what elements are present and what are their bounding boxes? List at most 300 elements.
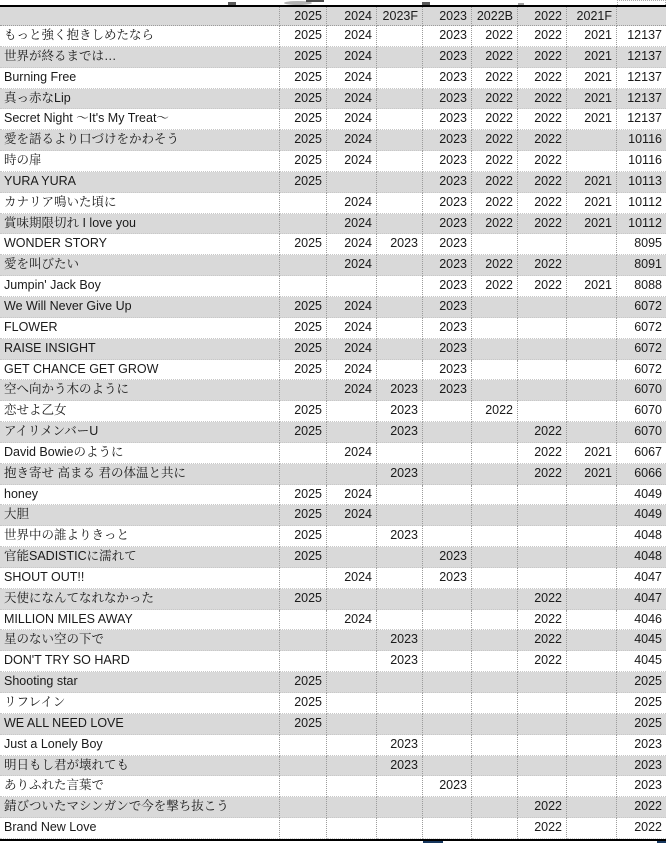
year-cell[interactable]: 2022 <box>518 172 567 193</box>
year-cell[interactable] <box>377 339 423 360</box>
year-cell[interactable] <box>472 443 518 464</box>
year-cell[interactable]: 2023 <box>423 297 472 318</box>
year-cell[interactable] <box>518 776 567 797</box>
year-cell[interactable]: 2023 <box>377 380 423 401</box>
year-cell[interactable] <box>377 214 423 235</box>
count-cell[interactable]: 2023 <box>617 735 666 756</box>
year-cell[interactable]: 2025 <box>280 234 327 255</box>
year-cell[interactable] <box>327 693 377 714</box>
year-cell[interactable] <box>472 610 518 631</box>
count-cell[interactable]: 10116 <box>617 151 666 172</box>
year-cell[interactable]: 2021 <box>567 47 617 68</box>
song-title-cell[interactable]: 世界中の誰よりきっと <box>0 526 280 547</box>
year-cell[interactable] <box>280 464 327 485</box>
song-title-cell[interactable]: MILLION MILES AWAY <box>0 610 280 631</box>
year-cell[interactable] <box>518 234 567 255</box>
song-title-cell[interactable]: WE ALL NEED LOVE <box>0 714 280 735</box>
count-cell[interactable]: 4048 <box>617 547 666 568</box>
year-cell[interactable] <box>567 505 617 526</box>
year-cell[interactable]: 2022 <box>518 464 567 485</box>
year-cell[interactable]: 2024 <box>327 47 377 68</box>
year-cell[interactable] <box>567 422 617 443</box>
song-title-cell[interactable]: YURA YURA <box>0 172 280 193</box>
year-cell[interactable]: 2023 <box>423 130 472 151</box>
count-cell[interactable]: 2025 <box>617 714 666 735</box>
count-cell[interactable]: 2022 <box>617 818 666 839</box>
year-cell[interactable] <box>280 443 327 464</box>
year-cell[interactable]: 2024 <box>327 505 377 526</box>
count-cell[interactable]: 12137 <box>617 47 666 68</box>
year-cell[interactable] <box>518 547 567 568</box>
year-cell[interactable]: 2022 <box>472 68 518 89</box>
year-cell[interactable] <box>567 693 617 714</box>
year-cell[interactable]: 2022 <box>472 130 518 151</box>
year-cell[interactable]: 2022 <box>518 193 567 214</box>
year-cell[interactable]: 2022 <box>472 26 518 47</box>
song-title-cell[interactable]: DON'T TRY SO HARD <box>0 651 280 672</box>
year-cell[interactable] <box>567 360 617 381</box>
year-cell[interactable] <box>472 735 518 756</box>
year-cell[interactable]: 2021 <box>567 89 617 110</box>
year-cell[interactable] <box>518 735 567 756</box>
count-cell[interactable]: 4047 <box>617 568 666 589</box>
song-title-cell[interactable]: Secret Night ～It's My Treat～ <box>0 109 280 130</box>
year-cell[interactable]: 2023 <box>423 47 472 68</box>
year-cell[interactable]: 2025 <box>280 339 327 360</box>
year-cell[interactable] <box>377 568 423 589</box>
year-cell[interactable] <box>377 26 423 47</box>
year-cell[interactable] <box>518 505 567 526</box>
year-cell[interactable] <box>377 818 423 839</box>
year-cell[interactable]: 2021 <box>567 109 617 130</box>
year-cell[interactable] <box>472 693 518 714</box>
year-cell[interactable] <box>472 589 518 610</box>
year-cell[interactable] <box>472 568 518 589</box>
year-cell[interactable]: 2025 <box>280 360 327 381</box>
year-cell[interactable] <box>518 672 567 693</box>
year-cell[interactable]: 2023 <box>377 651 423 672</box>
year-cell[interactable] <box>518 339 567 360</box>
year-cell[interactable]: 2024 <box>327 255 377 276</box>
year-cell[interactable] <box>567 255 617 276</box>
year-cell[interactable] <box>377 610 423 631</box>
year-cell[interactable]: 2023 <box>377 464 423 485</box>
year-cell[interactable] <box>518 693 567 714</box>
year-cell[interactable] <box>472 360 518 381</box>
count-cell[interactable]: 4049 <box>617 485 666 506</box>
year-cell[interactable]: 2022 <box>518 443 567 464</box>
year-cell[interactable]: 2023 <box>423 193 472 214</box>
count-cell[interactable]: 8095 <box>617 234 666 255</box>
year-cell[interactable]: 2021 <box>567 26 617 47</box>
year-cell[interactable]: 2025 <box>280 672 327 693</box>
year-cell[interactable]: 2022 <box>472 89 518 110</box>
count-cell[interactable]: 4047 <box>617 589 666 610</box>
year-cell[interactable]: 2023 <box>423 255 472 276</box>
year-cell[interactable]: 2023 <box>423 568 472 589</box>
year-cell[interactable]: 2025 <box>280 109 327 130</box>
year-cell[interactable] <box>518 485 567 506</box>
count-cell[interactable]: 6072 <box>617 360 666 381</box>
song-title-cell[interactable]: 錆びついたマシンガンで今を撃ち抜こう <box>0 797 280 818</box>
year-cell[interactable] <box>567 318 617 339</box>
year-cell[interactable] <box>280 380 327 401</box>
song-title-cell[interactable]: RAISE INSIGHT <box>0 339 280 360</box>
year-cell[interactable]: 2023 <box>377 735 423 756</box>
year-cell[interactable] <box>472 464 518 485</box>
year-cell[interactable] <box>472 630 518 651</box>
year-cell[interactable] <box>472 526 518 547</box>
year-cell[interactable]: 2024 <box>327 109 377 130</box>
year-cell[interactable] <box>518 756 567 777</box>
year-cell[interactable]: 2024 <box>327 339 377 360</box>
year-cell[interactable] <box>280 568 327 589</box>
year-cell[interactable]: 2024 <box>327 380 377 401</box>
song-title-cell[interactable]: 天使になんてなれなかった <box>0 589 280 610</box>
year-cell[interactable] <box>518 714 567 735</box>
year-cell[interactable] <box>327 172 377 193</box>
year-cell[interactable] <box>327 589 377 610</box>
year-cell[interactable] <box>280 255 327 276</box>
song-title-cell[interactable]: 愛を語るより口づけをかわそう <box>0 130 280 151</box>
year-cell[interactable] <box>280 776 327 797</box>
song-title-cell[interactable]: 抱き寄せ 高まる 君の体温と共に <box>0 464 280 485</box>
year-cell[interactable] <box>518 318 567 339</box>
year-cell[interactable] <box>567 735 617 756</box>
count-cell[interactable]: 10113 <box>617 172 666 193</box>
song-title-cell[interactable]: 星のない空の下で <box>0 630 280 651</box>
count-cell[interactable]: 6072 <box>617 318 666 339</box>
year-cell[interactable] <box>567 339 617 360</box>
count-cell[interactable]: 4045 <box>617 651 666 672</box>
count-cell[interactable]: 12137 <box>617 68 666 89</box>
year-cell[interactable] <box>423 422 472 443</box>
year-cell[interactable] <box>567 756 617 777</box>
year-cell[interactable]: 2023 <box>423 360 472 381</box>
year-cell[interactable] <box>472 651 518 672</box>
column-header-2022[interactable]: 2022 <box>518 7 567 26</box>
year-cell[interactable]: 2025 <box>280 401 327 422</box>
year-cell[interactable] <box>567 818 617 839</box>
year-cell[interactable]: 2024 <box>327 443 377 464</box>
year-cell[interactable] <box>567 630 617 651</box>
column-header-2023f[interactable]: 2023F <box>377 7 423 26</box>
year-cell[interactable]: 2022 <box>518 26 567 47</box>
year-cell[interactable]: 2023 <box>423 318 472 339</box>
year-cell[interactable]: 2025 <box>280 172 327 193</box>
count-cell[interactable]: 2023 <box>617 756 666 777</box>
year-cell[interactable] <box>423 693 472 714</box>
song-title-cell[interactable]: リフレイン <box>0 693 280 714</box>
year-cell[interactable]: 2021 <box>567 276 617 297</box>
song-title-cell[interactable]: WONDER STORY <box>0 234 280 255</box>
song-title-cell[interactable]: Brand New Love <box>0 818 280 839</box>
year-cell[interactable] <box>377 693 423 714</box>
year-cell[interactable]: 2023 <box>377 401 423 422</box>
song-title-cell[interactable]: Shooting star <box>0 672 280 693</box>
year-cell[interactable]: 2025 <box>280 422 327 443</box>
year-cell[interactable] <box>472 485 518 506</box>
year-cell[interactable]: 2022 <box>518 589 567 610</box>
year-cell[interactable] <box>377 68 423 89</box>
year-cell[interactable]: 2022 <box>518 797 567 818</box>
year-cell[interactable] <box>377 172 423 193</box>
year-cell[interactable]: 2025 <box>280 89 327 110</box>
year-cell[interactable]: 2022 <box>518 276 567 297</box>
count-cell[interactable]: 4046 <box>617 610 666 631</box>
year-cell[interactable] <box>280 651 327 672</box>
song-title-cell[interactable]: 恋せよ乙女 <box>0 401 280 422</box>
year-cell[interactable] <box>327 735 377 756</box>
year-cell[interactable] <box>567 672 617 693</box>
year-cell[interactable]: 2025 <box>280 151 327 172</box>
year-cell[interactable]: 2021 <box>567 464 617 485</box>
column-header-2022b[interactable]: 2022B <box>472 7 518 26</box>
year-cell[interactable]: 2022 <box>472 109 518 130</box>
year-cell[interactable]: 2025 <box>280 505 327 526</box>
year-cell[interactable] <box>518 360 567 381</box>
song-title-cell[interactable]: 愛を叫びたい <box>0 255 280 276</box>
year-cell[interactable] <box>472 797 518 818</box>
song-title-cell[interactable]: GET CHANCE GET GROW <box>0 360 280 381</box>
year-cell[interactable]: 2022 <box>472 401 518 422</box>
year-cell[interactable] <box>377 276 423 297</box>
count-cell[interactable]: 2023 <box>617 776 666 797</box>
year-cell[interactable] <box>377 318 423 339</box>
year-cell[interactable] <box>423 735 472 756</box>
year-cell[interactable]: 2022 <box>472 276 518 297</box>
year-cell[interactable] <box>423 589 472 610</box>
year-cell[interactable]: 2023 <box>423 151 472 172</box>
year-cell[interactable]: 2022 <box>518 255 567 276</box>
year-cell[interactable]: 2023 <box>423 172 472 193</box>
year-cell[interactable] <box>327 547 377 568</box>
year-cell[interactable] <box>423 401 472 422</box>
year-cell[interactable] <box>377 130 423 151</box>
year-cell[interactable]: 2024 <box>327 151 377 172</box>
year-cell[interactable] <box>327 401 377 422</box>
year-cell[interactable]: 2023 <box>377 526 423 547</box>
year-cell[interactable]: 2025 <box>280 714 327 735</box>
year-cell[interactable] <box>377 297 423 318</box>
year-cell[interactable]: 2025 <box>280 47 327 68</box>
year-cell[interactable] <box>327 630 377 651</box>
year-cell[interactable]: 2022 <box>472 151 518 172</box>
year-cell[interactable] <box>280 214 327 235</box>
year-cell[interactable] <box>567 485 617 506</box>
year-cell[interactable]: 2022 <box>518 214 567 235</box>
year-cell[interactable]: 2025 <box>280 26 327 47</box>
year-cell[interactable]: 2023 <box>423 89 472 110</box>
year-cell[interactable]: 2022 <box>472 214 518 235</box>
song-title-cell[interactable]: Jumpin' Jack Boy <box>0 276 280 297</box>
year-cell[interactable] <box>423 610 472 631</box>
year-cell[interactable] <box>423 797 472 818</box>
year-cell[interactable] <box>423 630 472 651</box>
year-cell[interactable] <box>423 443 472 464</box>
year-cell[interactable] <box>280 276 327 297</box>
year-cell[interactable]: 2025 <box>280 485 327 506</box>
column-header-2023[interactable]: 2023 <box>423 7 472 26</box>
year-cell[interactable]: 2023 <box>423 776 472 797</box>
column-header-2024[interactable]: 2024 <box>327 7 377 26</box>
year-cell[interactable] <box>377 360 423 381</box>
year-cell[interactable]: 2022 <box>518 68 567 89</box>
year-cell[interactable] <box>567 401 617 422</box>
year-cell[interactable] <box>377 714 423 735</box>
year-cell[interactable] <box>567 547 617 568</box>
year-cell[interactable] <box>472 547 518 568</box>
year-cell[interactable]: 2022 <box>518 151 567 172</box>
year-cell[interactable]: 2025 <box>280 318 327 339</box>
year-cell[interactable]: 2023 <box>423 68 472 89</box>
song-title-cell[interactable]: SHOUT OUT!! <box>0 568 280 589</box>
year-cell[interactable] <box>567 797 617 818</box>
year-cell[interactable] <box>567 380 617 401</box>
year-cell[interactable] <box>423 714 472 735</box>
count-cell[interactable]: 2025 <box>617 672 666 693</box>
year-cell[interactable] <box>327 422 377 443</box>
year-cell[interactable]: 2023 <box>423 234 472 255</box>
year-cell[interactable] <box>472 505 518 526</box>
year-cell[interactable]: 2022 <box>518 47 567 68</box>
year-cell[interactable] <box>472 422 518 443</box>
year-cell[interactable] <box>377 672 423 693</box>
year-cell[interactable]: 2024 <box>327 26 377 47</box>
year-cell[interactable] <box>423 818 472 839</box>
year-cell[interactable] <box>377 547 423 568</box>
year-cell[interactable] <box>423 526 472 547</box>
year-cell[interactable]: 2025 <box>280 297 327 318</box>
year-cell[interactable]: 2022 <box>472 193 518 214</box>
year-cell[interactable] <box>567 526 617 547</box>
year-cell[interactable] <box>423 464 472 485</box>
year-cell[interactable] <box>567 568 617 589</box>
year-cell[interactable]: 2025 <box>280 693 327 714</box>
column-header-2021f[interactable]: 2021F <box>567 7 617 26</box>
count-cell[interactable]: 12137 <box>617 109 666 130</box>
year-cell[interactable] <box>327 797 377 818</box>
year-cell[interactable] <box>472 672 518 693</box>
year-cell[interactable] <box>377 151 423 172</box>
year-cell[interactable]: 2022 <box>472 255 518 276</box>
year-cell[interactable]: 2022 <box>472 47 518 68</box>
year-cell[interactable]: 2024 <box>327 234 377 255</box>
year-cell[interactable] <box>472 339 518 360</box>
year-cell[interactable]: 2024 <box>327 568 377 589</box>
year-cell[interactable] <box>423 485 472 506</box>
year-cell[interactable] <box>377 47 423 68</box>
year-cell[interactable] <box>472 756 518 777</box>
year-cell[interactable] <box>472 234 518 255</box>
year-cell[interactable]: 2023 <box>377 422 423 443</box>
count-cell[interactable]: 6072 <box>617 297 666 318</box>
year-cell[interactable] <box>423 651 472 672</box>
year-cell[interactable]: 2021 <box>567 172 617 193</box>
year-cell[interactable]: 2023 <box>423 109 472 130</box>
song-title-cell[interactable]: honey <box>0 485 280 506</box>
year-cell[interactable]: 2022 <box>518 630 567 651</box>
year-cell[interactable] <box>280 193 327 214</box>
year-cell[interactable]: 2022 <box>518 130 567 151</box>
year-cell[interactable]: 2022 <box>518 422 567 443</box>
year-cell[interactable] <box>377 485 423 506</box>
year-cell[interactable] <box>472 714 518 735</box>
song-title-cell[interactable]: 世界が終るまでは… <box>0 47 280 68</box>
year-cell[interactable] <box>327 276 377 297</box>
year-cell[interactable] <box>567 610 617 631</box>
song-title-cell[interactable]: Burning Free <box>0 68 280 89</box>
year-cell[interactable] <box>377 193 423 214</box>
song-title-cell[interactable]: アイリメンバーU <box>0 422 280 443</box>
year-cell[interactable] <box>280 610 327 631</box>
count-cell[interactable]: 10112 <box>617 214 666 235</box>
year-cell[interactable] <box>377 797 423 818</box>
song-title-cell[interactable]: FLOWER <box>0 318 280 339</box>
song-title-cell[interactable]: 明日もし君が壊れても <box>0 756 280 777</box>
year-cell[interactable]: 2022 <box>518 89 567 110</box>
count-cell[interactable]: 4045 <box>617 630 666 651</box>
column-header-title[interactable] <box>0 7 280 26</box>
year-cell[interactable]: 2021 <box>567 443 617 464</box>
year-cell[interactable]: 2021 <box>567 68 617 89</box>
year-cell[interactable] <box>280 797 327 818</box>
year-cell[interactable] <box>567 651 617 672</box>
year-cell[interactable] <box>377 505 423 526</box>
year-cell[interactable]: 2025 <box>280 547 327 568</box>
year-cell[interactable] <box>472 380 518 401</box>
year-cell[interactable] <box>280 630 327 651</box>
year-cell[interactable] <box>567 776 617 797</box>
year-cell[interactable] <box>280 735 327 756</box>
year-cell[interactable] <box>280 818 327 839</box>
year-cell[interactable] <box>423 756 472 777</box>
song-title-cell[interactable]: 大胆 <box>0 505 280 526</box>
count-cell[interactable]: 6070 <box>617 380 666 401</box>
year-cell[interactable] <box>377 443 423 464</box>
year-cell[interactable] <box>327 651 377 672</box>
year-cell[interactable] <box>567 234 617 255</box>
count-cell[interactable]: 2022 <box>617 797 666 818</box>
count-cell[interactable]: 4048 <box>617 526 666 547</box>
count-cell[interactable]: 4049 <box>617 505 666 526</box>
count-cell[interactable]: 8088 <box>617 276 666 297</box>
song-title-cell[interactable]: 時の扉 <box>0 151 280 172</box>
year-cell[interactable] <box>377 109 423 130</box>
year-cell[interactable] <box>518 568 567 589</box>
year-cell[interactable] <box>567 130 617 151</box>
count-cell[interactable]: 10112 <box>617 193 666 214</box>
count-cell[interactable]: 2025 <box>617 693 666 714</box>
year-cell[interactable]: 2024 <box>327 130 377 151</box>
year-cell[interactable] <box>377 589 423 610</box>
year-cell[interactable] <box>567 297 617 318</box>
year-cell[interactable]: 2025 <box>280 526 327 547</box>
year-cell[interactable] <box>518 380 567 401</box>
year-cell[interactable]: 2022 <box>518 651 567 672</box>
year-cell[interactable]: 2024 <box>327 485 377 506</box>
count-cell[interactable]: 12137 <box>617 26 666 47</box>
song-title-cell[interactable]: 官能SADISTICに濡れて <box>0 547 280 568</box>
year-cell[interactable] <box>423 672 472 693</box>
year-cell[interactable] <box>423 505 472 526</box>
column-header-total[interactable] <box>617 7 666 26</box>
year-cell[interactable] <box>327 464 377 485</box>
year-cell[interactable]: 2023 <box>423 276 472 297</box>
year-cell[interactable]: 2024 <box>327 68 377 89</box>
year-cell[interactable]: 2024 <box>327 214 377 235</box>
year-cell[interactable]: 2024 <box>327 297 377 318</box>
